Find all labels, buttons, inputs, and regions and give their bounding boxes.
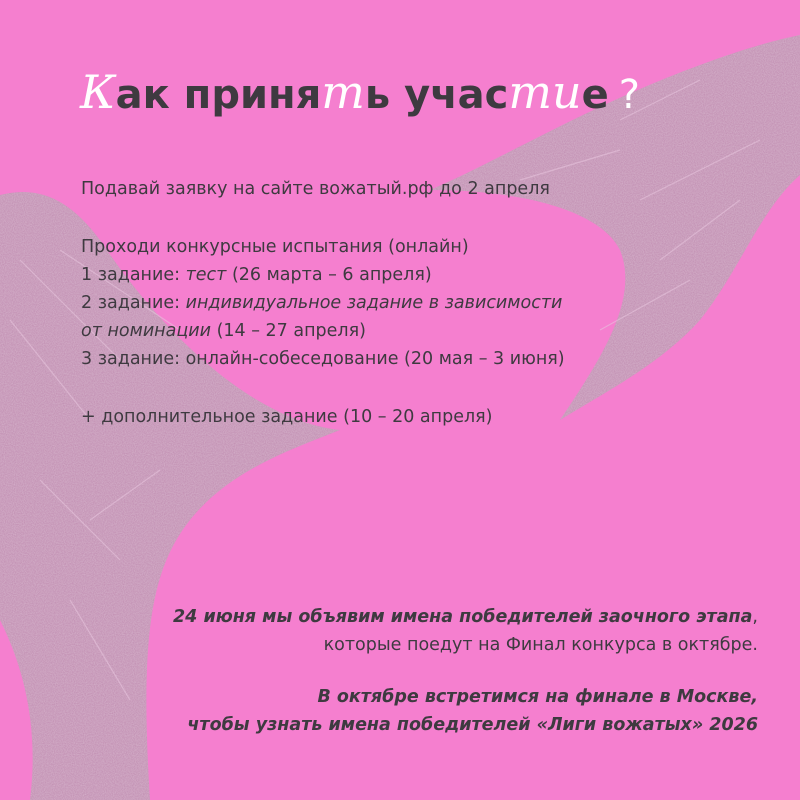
task-2-cont — [81, 317, 565, 345]
title-script-letter: К — [80, 65, 116, 119]
participation-steps — [81, 175, 565, 431]
task-1-dates: (26 марта – 6 апреля) — [226, 265, 432, 285]
final-line-1: В октябре встретимся на финале в Москве, — [317, 687, 758, 707]
task-1-name: тест — [185, 265, 227, 285]
title-segment: е — [581, 72, 609, 118]
task-2-name: индивидуальное задание в зависимости — [185, 293, 563, 313]
tests-heading: Проходи конкурсные испытания (онлайн) — [81, 237, 469, 257]
title-segment: ак приня — [115, 72, 322, 118]
announce-date: 24 июня мы объявим имена победителей заочного этапа — [173, 607, 753, 627]
final-line-2: чтобы узнать имена победителей «Лиги вожатых» 2026 — [187, 715, 758, 735]
title-script-letter: ти — [508, 65, 582, 119]
task-2 — [81, 289, 565, 317]
results-info — [38, 603, 758, 739]
task-3: 3 задание: онлайн-собеседование (20 мая – 3 июня) — [81, 349, 565, 369]
task-1-label: 1 задание: — [81, 265, 186, 285]
title-segment: ь учас — [364, 72, 509, 118]
title-question-mark: ? — [618, 72, 641, 118]
task-2-dates: (14 – 27 апреля) — [211, 321, 366, 341]
task-2-name-cont: от номинации — [81, 321, 212, 341]
task-1 — [81, 261, 565, 289]
announce-comma: , — [752, 607, 758, 627]
apply-step: Подавай заявку на сайте вожатый.рф до 2 апреля — [81, 179, 550, 199]
page-title — [80, 62, 640, 125]
title-script-letter: т — [321, 65, 365, 119]
task-2-label: 2 задание: — [81, 293, 186, 313]
announce-line-2: которые поедут на Финал конкурса в октябре. — [323, 635, 758, 655]
extra-task: + дополнительное задание (10 – 20 апреля) — [81, 407, 493, 427]
announce-line — [38, 603, 758, 631]
